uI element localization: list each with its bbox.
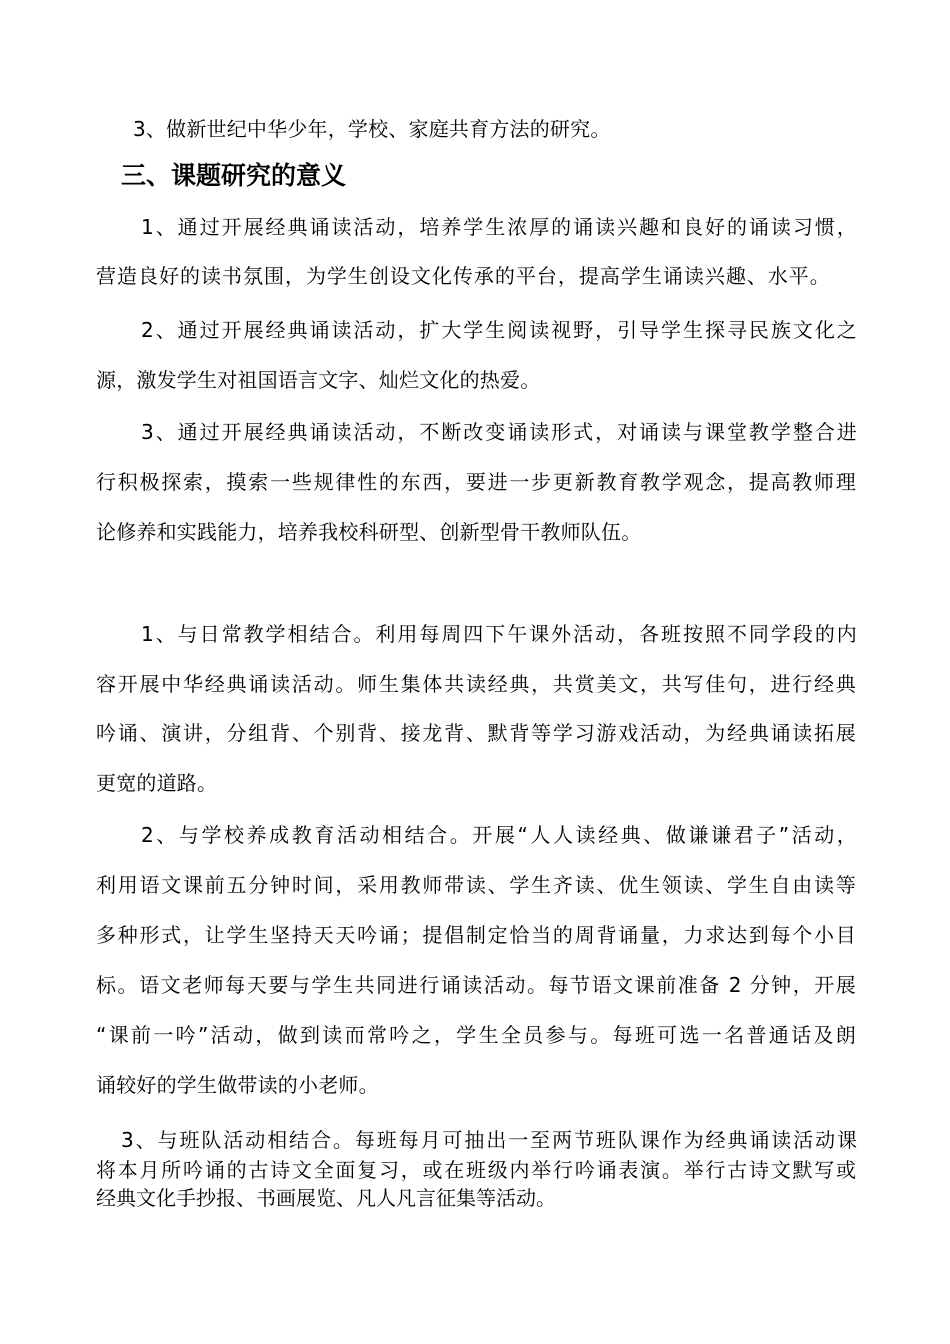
significance-3-line-3: 论修养和实践能力，培养我校科研型、创新型骨干教师队伍。 — [96, 520, 642, 544]
method-1-line-1: 1、与日常教学相结合。利用每周四下午课外活动，各班按照不同学段的内 — [141, 622, 857, 646]
significance-3-line-1: 3、通过开展经典诵读活动，不断改变诵读形式，对诵读与课堂教学整合进 — [141, 420, 857, 444]
method-2-line-6: 诵较好的学生做带读的小老师。 — [96, 1073, 379, 1097]
significance-2-line-2: 源，激发学生对祖国语言文字、灿烂文化的热爱。 — [96, 368, 541, 392]
method-2-line-3: 多种形式，让学生坚持天天吟诵；提倡制定恰当的周背诵量，力求达到每个小目 — [96, 923, 856, 947]
method-2-line-1: 2、与学校养成教育活动相结合。开展“人人读经典、做谦谦君子”活动， — [141, 823, 857, 847]
method-1-line-2: 容开展中华经典诵读活动。师生集体共读经典，共赏美文，共写佳句，进行经典 — [96, 672, 856, 696]
method-2-line-4: 标。语文老师每天要与学生共同进行诵读活动。每节语文课前准备 2 分钟，开展 — [96, 973, 856, 997]
method-3-line-3: 经典文化手抄报、书画展览、凡人凡言征集等活动。 — [96, 1186, 556, 1210]
research-item-3: 3、做新世纪中华少年，学校、家庭共育方法的研究。 — [133, 117, 611, 141]
method-2-line-2: 利用语文课前五分钟时间，采用教师带读、学生齐读、优生领读、学生自由读等 — [96, 873, 856, 897]
method-2-line-5: “课前一吟”活动，做到读而常吟之，学生全员参与。每班可选一名普通话及朗 — [96, 1023, 856, 1047]
section-heading: 三、课题研究的意义 — [121, 161, 347, 190]
significance-1-line-1: 1、通过开展经典诵读活动，培养学生浓厚的诵读兴趣和良好的诵读习惯， — [141, 215, 857, 239]
significance-2-line-1: 2、通过开展经典诵读活动，扩大学生阅读视野，引导学生探寻民族文化之 — [141, 318, 857, 342]
method-3-line-2: 将本月所吟诵的古诗文全面复习，或在班级内举行吟诵表演。举行古诗文默写或 — [96, 1158, 856, 1182]
method-1-line-3: 吟诵、演讲，分组背、个别背、接龙背、默背等学习游戏活动，为经典诵读拓展 — [96, 721, 856, 745]
method-3-line-1: 3、与班队活动相结合。每班每月可抽出一至两节班队课作为经典诵读活动课 — [121, 1128, 857, 1152]
method-1-line-4: 更宽的道路。 — [96, 771, 218, 795]
significance-1-line-2: 营造良好的读书氛围，为学生创设文化传承的平台，提高学生诵读兴趣、水平。 — [96, 264, 830, 288]
significance-3-line-2: 行积极探索，摸索一些规律性的东西，要进一步更新教育教学观念，提高教师理 — [96, 470, 856, 494]
